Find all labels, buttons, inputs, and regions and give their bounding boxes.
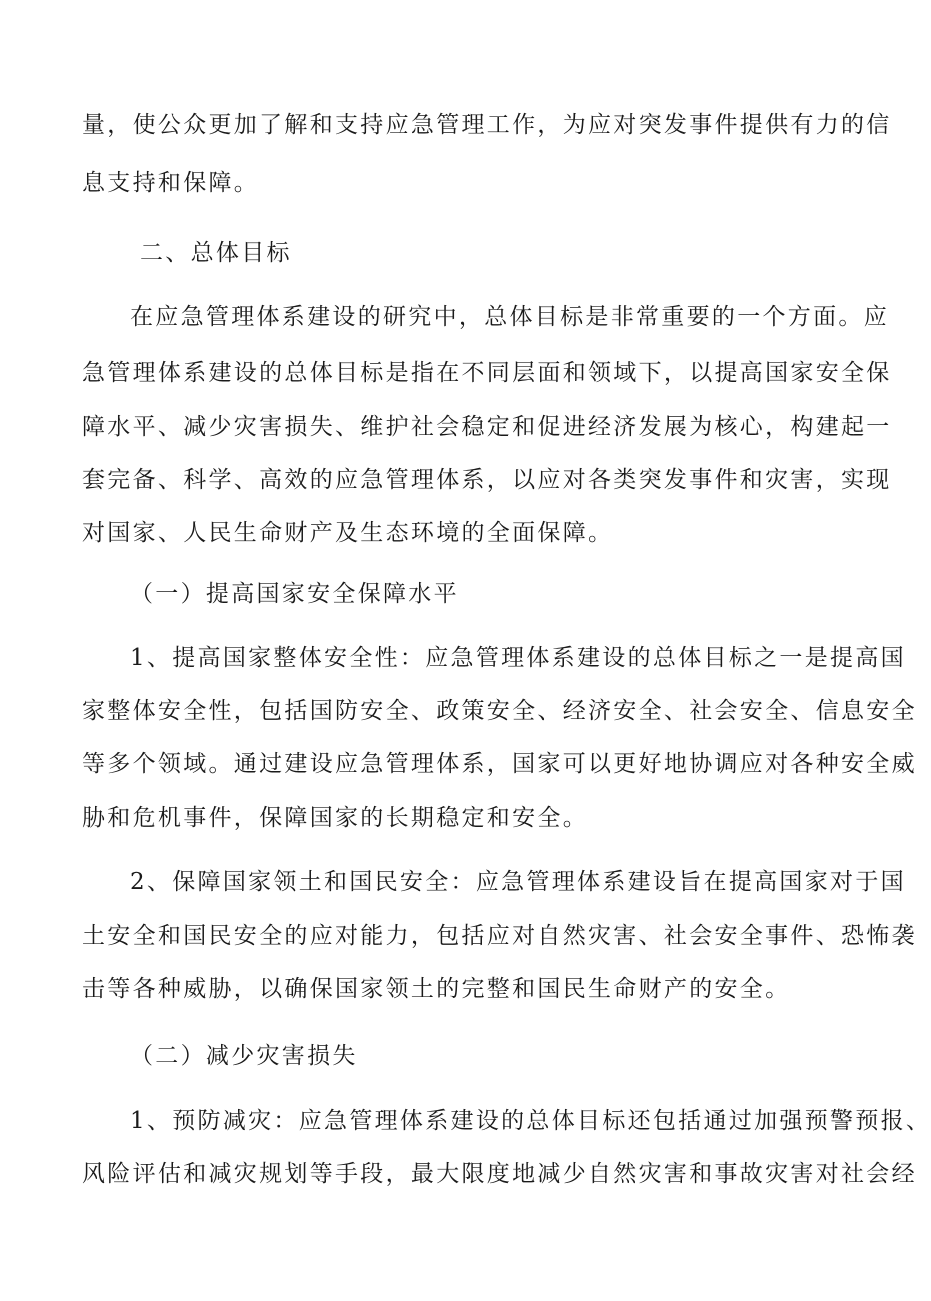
paragraph-line: 1、提高国家整体安全性：应急管理体系建设的总体目标之一是提高国 bbox=[130, 645, 906, 671]
paragraph-line: 等多个领域。通过建设应急管理体系，国家可以更好地协调应对各种安全威 bbox=[82, 751, 917, 777]
paragraph-line: 对国家、人民生命财产及生态环境的全面保障。 bbox=[82, 520, 614, 546]
subsection-heading: （一）提高国家安全保障水平 bbox=[130, 581, 459, 607]
section-heading: 二、总体目标 bbox=[140, 240, 292, 266]
paragraph-line: 套完备、科学、高效的应急管理体系，以应对各类突发事件和灾害，实现 bbox=[82, 467, 892, 493]
paragraph-line: 家整体安全性，包括国防安全、政策安全、经济安全、社会安全、信息安全 bbox=[82, 698, 917, 724]
paragraph-line: 息支持和保障。 bbox=[82, 170, 260, 196]
paragraph-line: 2、保障国家领土和国民安全：应急管理体系建设旨在提高国家对于国 bbox=[130, 869, 906, 895]
paragraph-line: 障水平、减少灾害损失、维护社会稳定和促进经济发展为核心，构建起一 bbox=[82, 414, 892, 440]
paragraph-line: 风险评估和减灾规划等手段，最大限度地减少自然灾害和事故灾害对社会经 bbox=[82, 1161, 917, 1187]
paragraph-line: 急管理体系建设的总体目标是指在不同层面和领域下，以提高国家安全保 bbox=[82, 360, 892, 386]
paragraph-line: 胁和危机事件，保障国家的长期稳定和安全。 bbox=[82, 805, 588, 831]
subsection-heading: （二）减少灾害损失 bbox=[130, 1043, 358, 1069]
paragraph-line: 1、预防减灾：应急管理体系建设的总体目标还包括通过加强预警预报、 bbox=[130, 1108, 931, 1134]
paragraph-line: 量，使公众更加了解和支持应急管理工作，为应对突发事件提供有力的信 bbox=[82, 112, 892, 138]
paragraph-line: 土安全和国民安全的应对能力，包括应对自然灾害、社会安全事件、恐怖袭 bbox=[82, 923, 917, 949]
paragraph-line: 击等各种威胁，以确保国家领土的完整和国民生命财产的安全。 bbox=[82, 976, 791, 1002]
paragraph-line: 在应急管理体系建设的研究中，总体目标是非常重要的一个方面。应 bbox=[130, 304, 889, 330]
